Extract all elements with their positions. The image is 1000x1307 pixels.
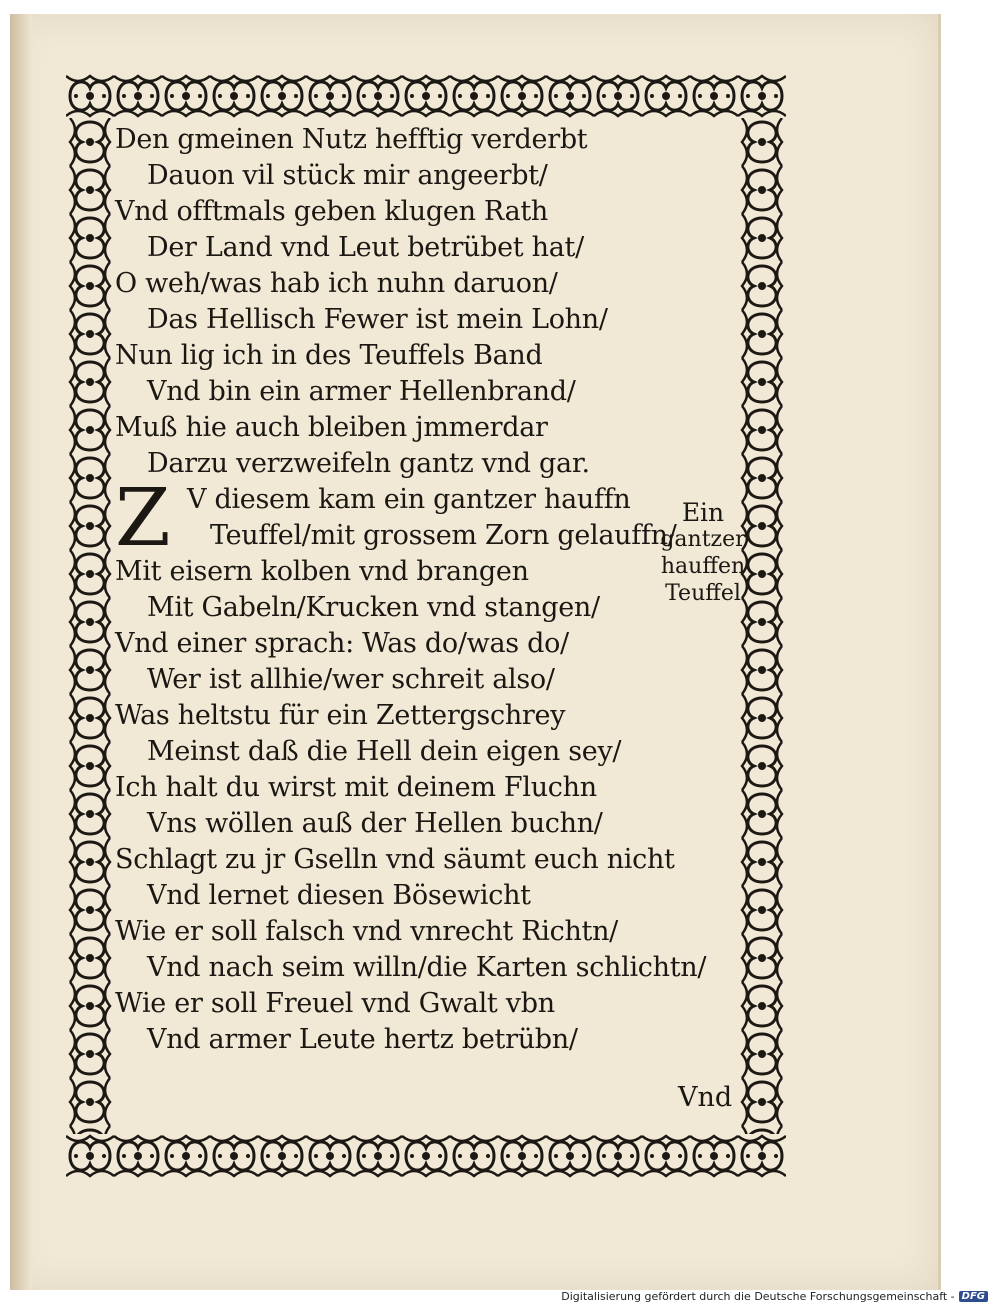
- ornament-border-right: [738, 118, 786, 1134]
- dfg-logo: DFG: [959, 1291, 988, 1302]
- marginal-note: [658, 499, 748, 607]
- marginal-note-line: hauffen: [660, 554, 746, 579]
- verse-line: Der Land vnd Leut betrübet hat/: [147, 232, 584, 263]
- verse-line: Darzu verzweifeln gantz vnd gar.: [147, 448, 590, 479]
- verse-line: Wie er soll Freuel vnd Gwalt vbn: [115, 988, 555, 1019]
- marginal-note-line: gantzer: [660, 527, 746, 552]
- verse-line: Dauon vil stück mir angeerbt/: [147, 160, 548, 191]
- verse-line: Vnd nach seim willn/die Karten schlichtn/: [147, 952, 707, 983]
- verse-line: Schlagt zu jr Gselln vnd säumt euch nicht: [115, 844, 675, 875]
- verse-line: Das Hellisch Fewer ist mein Lohn/: [147, 304, 608, 335]
- credit-text: Digitalisierung gefördert durch die Deutsche Forschungsgemeinschaft -: [561, 1290, 955, 1303]
- verse-line: Muß hie auch bleiben jmmerdar: [115, 412, 548, 443]
- verse-line: Vnd offtmals geben klugen Rath: [115, 196, 549, 227]
- ornament-border-left: [66, 118, 114, 1134]
- ornament-border-top: [66, 72, 786, 120]
- marginal-note-line: Teuffel: [665, 581, 741, 606]
- drop-initial: Z: [115, 471, 171, 564]
- verse-line: Den gmeinen Nutz hefftig verderbt: [115, 124, 588, 155]
- verse-line: Ich halt du wirst mit deinem Fluchn: [115, 772, 597, 803]
- verse-line: O weh/was hab ich nuhn daruon/: [115, 268, 558, 299]
- stanza-opening: [115, 471, 677, 564]
- verse-line: Was heltstu für ein Zettergschrey: [115, 700, 566, 731]
- verse-line: Teuffel/mit grossem Zorn gelauffn/: [210, 520, 677, 551]
- verse-line: Vnd bin ein armer Hellenbrand/: [147, 376, 576, 407]
- digitization-credit: [561, 1290, 988, 1303]
- verse-line: Meinst daß die Hell dein eigen sey/: [147, 736, 622, 767]
- verse-line: Wie er soll falsch vnd vnrecht Richtn/: [115, 916, 618, 947]
- verse-line: Wer ist allhie/wer schreit also/: [147, 664, 555, 695]
- verse-line: Vnd armer Leute hertz betrübn/: [147, 1024, 578, 1055]
- verse-line: Vnd lernet diesen Bösewicht: [147, 880, 531, 911]
- verse-line: V diesem kam ein gantzer hauffn: [187, 484, 631, 515]
- verse-line: Mit eisern kolben vnd brangen: [115, 556, 529, 587]
- catchword: Vnd: [678, 1082, 733, 1113]
- verse-line: Vnd einer sprach: Was do/was do/: [115, 628, 569, 659]
- marginal-note-line: Ein: [681, 498, 725, 527]
- verse-line: Vns wöllen auß der Hellen buchn/: [147, 808, 603, 839]
- ornament-border-bottom: [66, 1132, 786, 1180]
- verse-line: Nun lig ich in des Teuffels Band: [115, 340, 543, 371]
- verse-line: Mit Gabeln/Krucken vnd stangen/: [147, 592, 600, 623]
- page-gutter: [10, 14, 32, 1290]
